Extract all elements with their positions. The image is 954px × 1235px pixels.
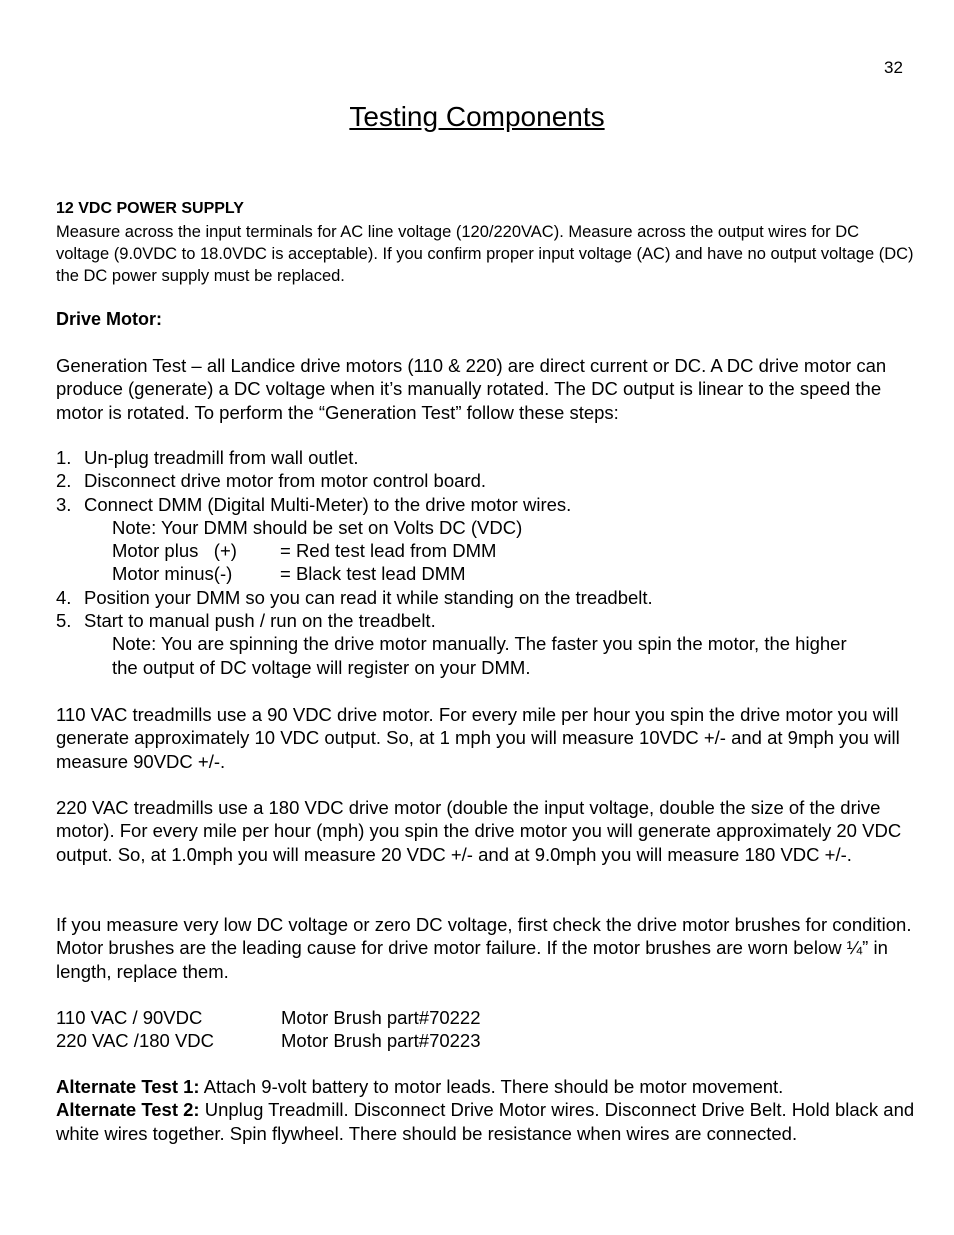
alternate-test-2-text: Unplug Treadmill. Disconnect Drive Motor wires. Disconnect Drive Belt. Hold black and white wires together. Spin flywheel. There should be resistance when wires are connected. <box>56 1099 915 1144</box>
step-number: 3. <box>56 493 72 515</box>
alternate-test-1-text: Attach 9-volt battery to motor leads. There should be motor movement. <box>199 1076 784 1097</box>
list-item <box>56 493 916 516</box>
paragraph-110vac: 110 VAC treadmills use a 90 VDC drive motor. For every mile per hour you spin the drive motor you will generate approximately 10 VDC output. So, at 1 mph you will measure 10VDC +/- and at 9mph you will measure 90VDC +/-. <box>56 704 900 772</box>
step-number: 1. <box>56 447 72 468</box>
step-text: Position your DMM so you can read it while standing on the treadbelt. <box>84 586 653 608</box>
part-model: 110 VAC / 90VDC <box>56 1007 203 1028</box>
paragraph-220vac: 220 VAC treadmills use a 180 VDC drive motor (double the input voltage, double the size of the drive motor). For every mile per hour (mph) you spin the drive motor you will generate approximately 20 VDC output. So, at 1.0mph you will measure 20 VDC +/- and at 9.0mph you will measure 180 VDC +/-. <box>56 797 902 865</box>
lead-value: = Black test lead DMM <box>280 563 466 585</box>
lead-row-minus <box>56 562 916 585</box>
lead-row-plus <box>56 539 916 562</box>
alternate-test-1 <box>56 1075 916 1098</box>
step5-note: Note: You are spinning the drive motor manually. The faster you spin the motor, the higher the output of DC voltage will register on your DMM. <box>112 633 847 678</box>
page-number: 32 <box>884 58 903 77</box>
generation-test-intro: Generation Test – all Landice drive motors (110 & 220) are direct current or DC. A DC drive motor can produce (generate) a DC voltage when it’s manually rotated. The DC output is linear to the speed the motor is rotated. To perform the “Generation Test” follow these steps: <box>56 355 887 423</box>
step-text: Start to manual push / run on the treadbelt. <box>84 610 436 632</box>
lead-value: = Red test lead from DMM <box>280 540 497 562</box>
list-item <box>56 609 916 632</box>
step-text: Un-plug treadmill from wall outlet. <box>84 447 359 468</box>
alternate-tests <box>56 1075 916 1145</box>
part-model: 220 VAC /180 VDC <box>56 1030 215 1052</box>
lead-label: Motor minus(-) <box>112 563 233 585</box>
power-supply-text: Measure across the input terminals for AC line voltage (120/220VAC). Measure across the output wires for DC voltage (9.0VDC to 18.0VDC is acceptable). If you confirm proper input voltage (AC) and have no output voltage (DC) the DC power supply must be replaced. <box>56 223 914 285</box>
step-text: Connect DMM (Digital Multi-Meter) to the drive motor wires. <box>84 493 572 515</box>
list-item <box>56 586 916 609</box>
part-number: Motor Brush part#70223 <box>281 1030 481 1052</box>
list-item <box>56 1006 481 1029</box>
list-item <box>56 1029 481 1052</box>
step-number: 4. <box>56 586 72 608</box>
step-number: 2. <box>56 470 72 492</box>
brush-parts-list <box>56 1006 481 1053</box>
drive-motor-heading: Drive Motor: <box>56 309 163 329</box>
list-item <box>56 469 916 492</box>
part-number: Motor Brush part#70222 <box>281 1007 481 1028</box>
list-item <box>56 446 916 469</box>
paragraph-brushes: If you measure very low DC voltage or zero DC voltage, first check the drive motor brushes for condition. Motor brushes are the leading cause for drive motor failure. If the motor brushes are worn below ¼” in length, replace them. <box>56 914 912 982</box>
steps-list <box>56 446 916 679</box>
step3-note: Note: Your DMM should be set on Volts DC (VDC) <box>112 516 523 538</box>
step-number: 5. <box>56 610 72 632</box>
page-title: Testing Components <box>349 101 605 132</box>
power-supply-heading: 12 VDC POWER SUPPLY <box>56 200 244 217</box>
lead-label: Motor plus (+) <box>112 540 237 562</box>
alternate-test-2-label: Alternate Test 2: <box>56 1099 200 1121</box>
alternate-test-2 <box>56 1098 916 1145</box>
step-text: Disconnect drive motor from motor control board. <box>84 470 487 492</box>
alternate-test-1-label: Alternate Test 1: <box>56 1076 200 1097</box>
